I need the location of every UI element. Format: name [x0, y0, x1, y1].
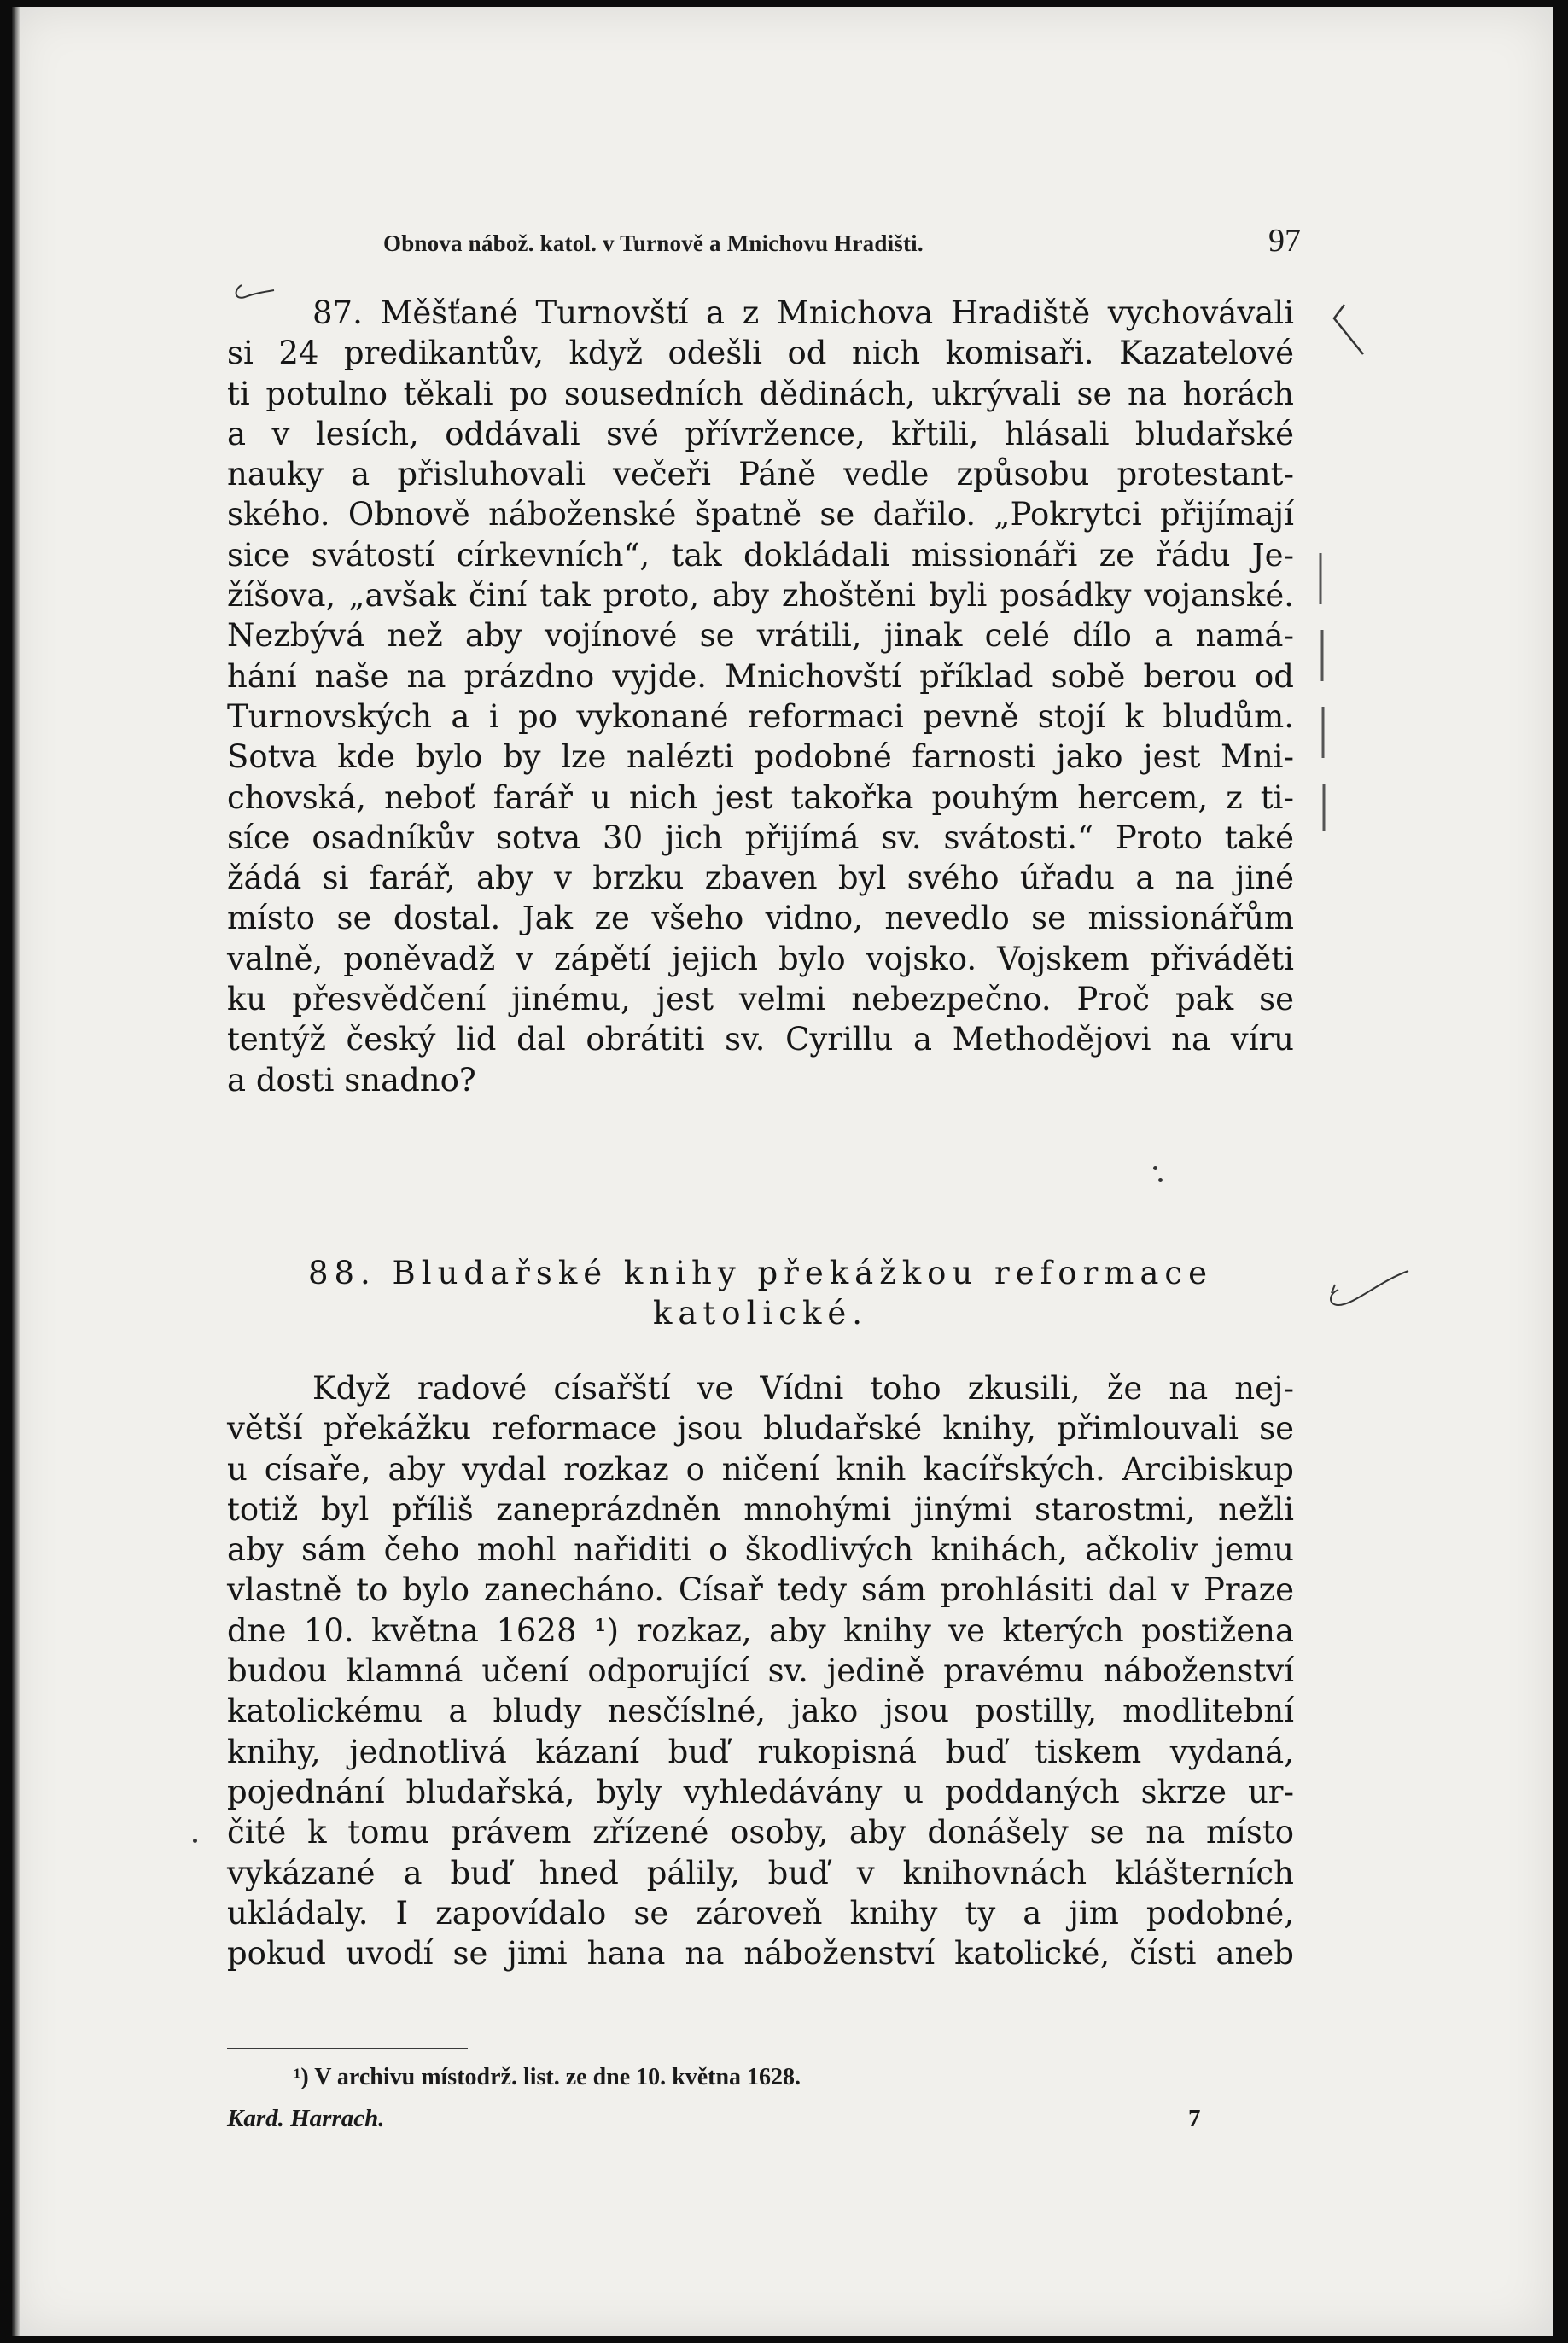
page-edge-shadow [12, 7, 20, 2336]
pencil-mark-icon [1320, 1256, 1414, 1315]
text-line: místo se dostal. Jak ze všeho vidno, nevedlo se missionářům [227, 900, 1294, 937]
text-line: Nezbývá než aby vojínové se vrátili, jinak celé dílo a namá- [227, 617, 1294, 655]
text-line: chovská, neboť farář u nich jest takořka pouhým hercem, z ti- [227, 778, 1294, 816]
margin-rule-icon [1314, 553, 1331, 835]
text-line: si 24 predikantův, když odešli od nich komisaři. Kazatelové [227, 335, 1294, 372]
text-line: valně, poněvadž v zápětí jejich bylo vojsko. Vojskem přiváděti [227, 940, 1294, 977]
footnote-rule [227, 2048, 468, 2049]
running-head: Obnova nábož. katol. v Turnově a Mnichovu Hradišti. [383, 230, 924, 256]
text-line: Turnovských a i po vykonané reformaci pevně stojí k bludům. [227, 697, 1294, 735]
text-line: větší překážku reformace jsou bludařské knihy, přimlouvali se [227, 1410, 1294, 1448]
book-page [12, 7, 1553, 2336]
text-line: ku přesvědčení jinému, jest velmi nebezpečno. Proč pak se [227, 981, 1294, 1018]
text-line: tentýž český lid dal obrátiti sv. Cyrillu a Methodějovi na víru [227, 1021, 1294, 1058]
section-87-paragraph [227, 293, 1294, 1100]
footnote: ¹) V archivu místodrž. list. ze dne 10. května 1628. [294, 2064, 801, 2090]
text-line: a v lesích, oddávali své přívržence, křtili, hlásali bludařské [227, 415, 1294, 452]
text-line: aby sám čeho mohl nařiditi o škodlivých knihách, ačkoliv jemu [227, 1531, 1294, 1569]
ink-dot [1153, 1166, 1157, 1170]
pencil-mark-icon [1329, 301, 1372, 361]
ink-dot [193, 1839, 197, 1843]
text-line: hání naše na prázdno vyjde. Mnichovští příklad sobě berou od [227, 657, 1294, 695]
text-line: Sotva kde bylo by lze nalézti podobné farnosti jako jest Mni- [227, 738, 1294, 776]
section-88-heading [227, 1253, 1294, 1333]
text-line: pojednání bludařská, byly vyhledávány u poddaných skrze ur- [227, 1773, 1294, 1810]
heading-line: 88. Bludařské knihy překážkou reformace [307, 1255, 1214, 1291]
text-line: totiž byl příliš zaneprázdněn mnohými jinými starostmi, nežli [227, 1490, 1294, 1528]
text-line: síce osadníkův sotva 30 jich přijímá sv. svátosti.“ Proto také [227, 819, 1294, 856]
sheet-number: 7 [1188, 2105, 1201, 2132]
text-line: Když radové císařští ve Vídni toho zkusili, že na nej- [312, 1370, 1294, 1407]
text-line: ti potulno těkali po sousedních dědinách, ukrývali se na horách [227, 375, 1294, 412]
text-line: u císaře, aby vydal rozkaz o ničení knih kacířských. Arcibiskup [227, 1450, 1294, 1488]
text-line: žádá si farář, aby v brzku zbaven byl svého úřadu a na jiné [227, 860, 1294, 897]
page-header [213, 219, 1301, 270]
text-line: vlastně to bylo zanecháno. Císař tedy sám prohlásiti dal v Praze [227, 1571, 1294, 1609]
text-line: knihy, jednotlivá kázaní buď rukopisná buď tiskem vydaná, [227, 1733, 1294, 1770]
text-line: 87. Měšťané Turnovští a z Mnichova Hradiště vychovávali [312, 294, 1294, 331]
text-line: ukládaly. I zapovídalo se zároveň knihy ty a jim podobné, [227, 1894, 1294, 1932]
text-line: katolickému a bludy nesčíslné, jako jsou postilly, modlitební [227, 1693, 1294, 1730]
page-number: 97 [1268, 223, 1301, 259]
heading-line: katolické. [652, 1295, 869, 1332]
text-line: sice svátostí církevních“, tak dokládali missionáři ze řádu Je- [227, 536, 1294, 574]
section-88-paragraph [227, 1368, 1294, 1973]
text-line: pokud uvodí se jimi hana na náboženství katolické, čísti aneb [227, 1935, 1294, 1973]
text-line: budou klamná učení odporující sv. jedině pravému náboženství [227, 1652, 1294, 1690]
text-line: a dosti snadno? [227, 1061, 476, 1099]
signature-mark: Kard. Harrach. [227, 2105, 385, 2132]
text-line: ského. Obnově náboženské špatně se dařilo. „Pokrytci přijímají [227, 496, 1294, 533]
text-line: dne 10. května 1628 ¹) rozkaz, aby knihy ve kterých postižena [227, 1612, 1294, 1649]
text-line: čité k tomu právem zřízené osoby, aby donášely se na místo [227, 1814, 1294, 1851]
ink-dot [1158, 1178, 1163, 1182]
text-line: vykázané a buď hned pálily, buď v knihovnách klášterních [227, 1854, 1294, 1891]
text-line: nauky a přisluhovali večeři Páně vedle způsobu protestant- [227, 456, 1294, 493]
text-line: žíšova, „avšak činí tak proto, aby zhoštěni byli posádky vojanské. [227, 577, 1294, 615]
